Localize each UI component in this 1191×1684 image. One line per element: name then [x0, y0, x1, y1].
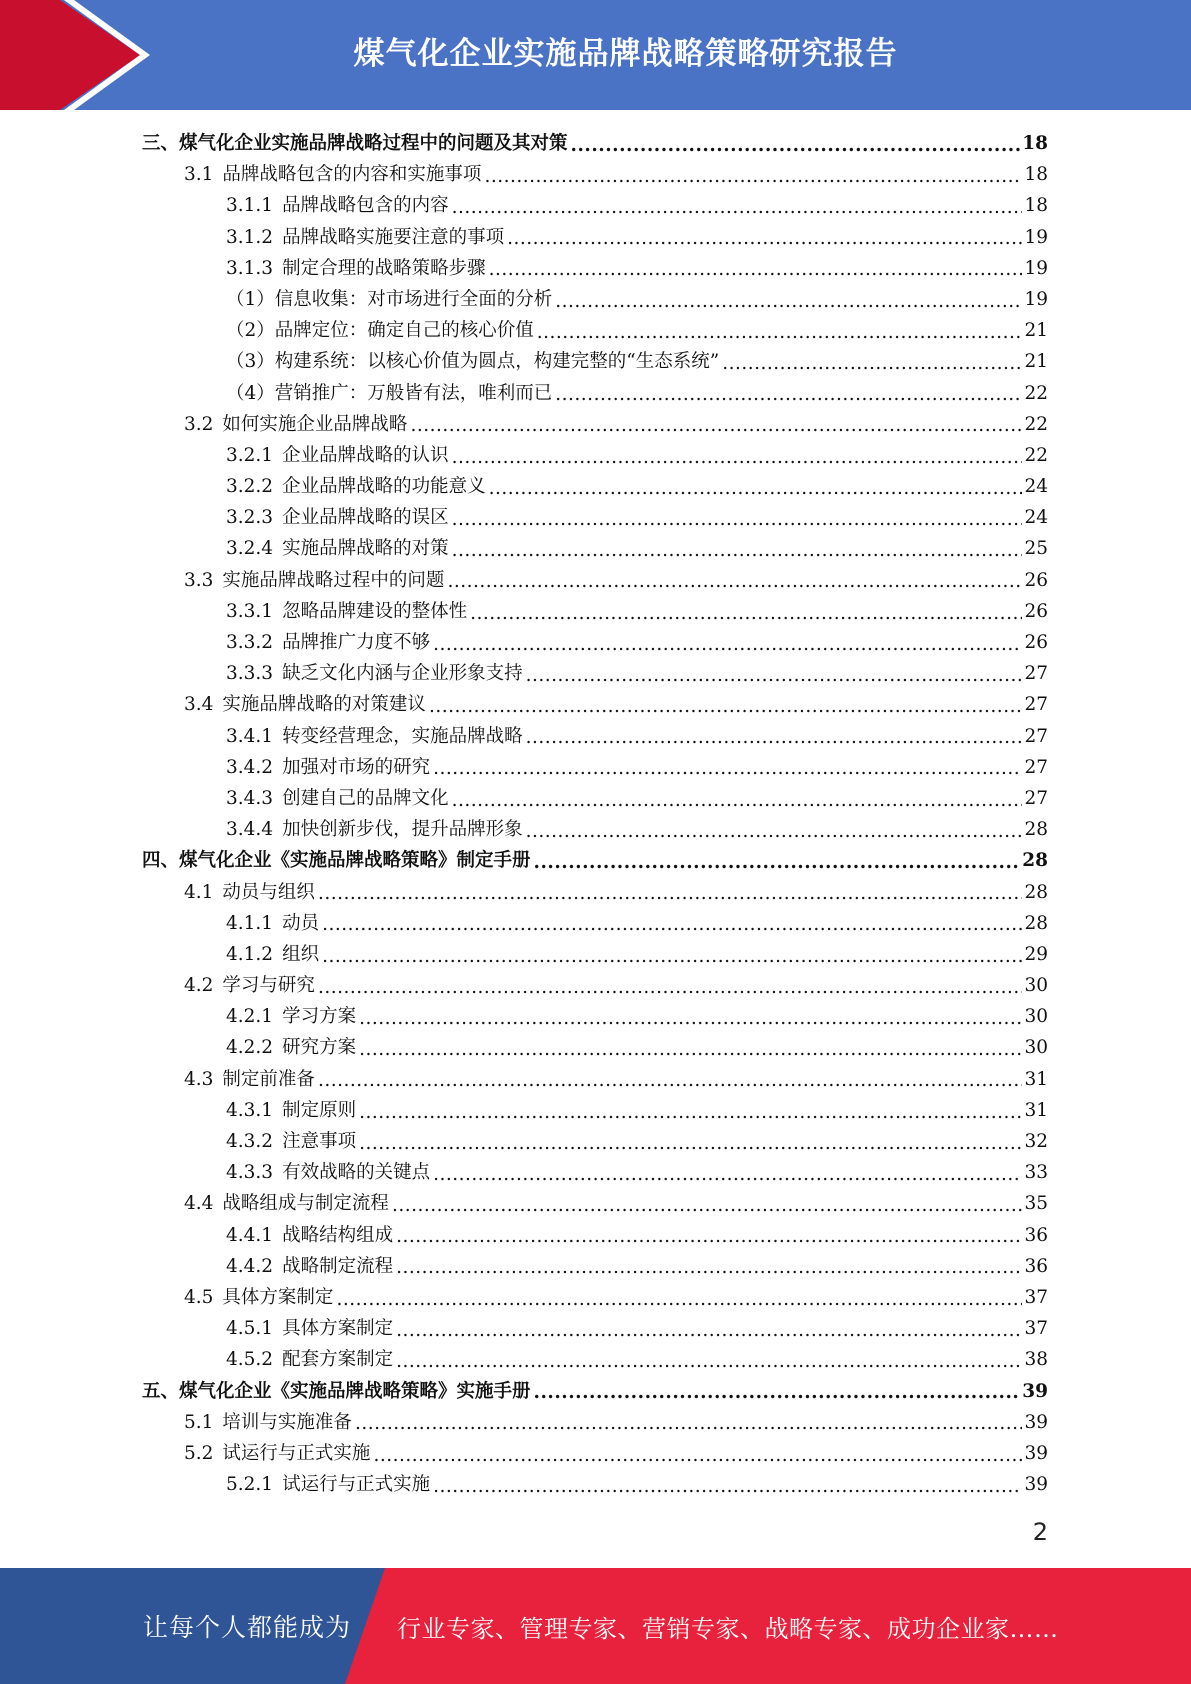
table-of-contents — [142, 128, 1048, 1500]
toc-entry-number: 4.4.1 — [226, 1224, 274, 1246]
toc-entry[interactable] — [142, 970, 1048, 1001]
toc-entry-number: 3.3.3 — [226, 663, 274, 685]
toc-entry-page: 27 — [1024, 756, 1048, 778]
toc-dot-leader — [571, 128, 1021, 159]
toc-entry[interactable] — [142, 1313, 1048, 1344]
toc-entry[interactable] — [142, 1251, 1048, 1282]
toc-entry-title: 试运行与正式实施 — [282, 1474, 431, 1496]
toc-dot-leader — [452, 783, 1023, 814]
toc-entry-title: 战略结构组成 — [282, 1224, 394, 1246]
document-title: 煤气化企业实施品牌战略策略研究报告 — [353, 35, 898, 72]
toc-dot-leader — [396, 1344, 1022, 1375]
toc-entry[interactable] — [142, 1407, 1048, 1438]
toc-dot-leader — [452, 533, 1023, 564]
toc-entry-page: 21 — [1024, 320, 1048, 342]
toc-entry-number: 3.1 — [184, 164, 214, 186]
toc-entry-page: 28 — [1024, 819, 1048, 841]
toc-dot-leader — [537, 315, 1023, 346]
toc-entry-number: 3.1.2 — [226, 226, 274, 248]
toc-entry-page: 32 — [1024, 1131, 1048, 1152]
toc-dot-leader — [489, 471, 1023, 502]
toc-entry-number: 4.5.1 — [226, 1318, 274, 1340]
toc-entry[interactable] — [142, 939, 1048, 970]
toc-entry[interactable] — [142, 908, 1048, 939]
toc-entry[interactable] — [142, 315, 1048, 346]
toc-entry-page: 38 — [1024, 1349, 1048, 1371]
toc-entry-title: 学习方案 — [282, 1006, 357, 1028]
toc-entry-number: 5.2.1 — [226, 1474, 274, 1496]
toc-entry-page: 33 — [1024, 1162, 1048, 1184]
toc-entry-number: 3.3 — [184, 569, 214, 591]
toc-entry-page: 21 — [1024, 351, 1048, 373]
toc-entry[interactable] — [142, 721, 1048, 752]
toc-entry[interactable] — [142, 1282, 1048, 1313]
toc-entry-title: 品牌战略包含的内容和实施事项 — [222, 164, 482, 186]
toc-entry-page: 30 — [1024, 975, 1048, 997]
toc-entry-number: 5.2 — [184, 1442, 214, 1464]
toc-entry-page: 26 — [1024, 600, 1048, 622]
toc-entry-title: 三、煤气化企业实施品牌战略过程中的问题及其对策 — [142, 133, 568, 154]
toc-entry-number: 4.2.1 — [226, 1006, 274, 1028]
toc-entry-title: 动员与组织 — [222, 881, 315, 903]
toc-entry-number: 3.4.2 — [226, 756, 274, 778]
toc-dot-leader — [392, 1188, 1023, 1219]
toc-entry-number: 4.5.2 — [226, 1349, 274, 1371]
toc-entry-page: 28 — [1024, 912, 1048, 934]
toc-entry-number: 3.2.3 — [226, 507, 274, 529]
toc-dot-leader — [722, 346, 1022, 377]
toc-entry[interactable] — [142, 1095, 1048, 1126]
toc-dot-leader — [396, 1313, 1022, 1344]
toc-dot-leader — [433, 752, 1022, 783]
toc-entry-number: 4.5 — [184, 1286, 214, 1308]
toc-dot-leader — [373, 1438, 1022, 1469]
toc-entry-number: 3.2.1 — [226, 444, 274, 466]
toc-entry[interactable] — [142, 533, 1048, 564]
toc-entry[interactable] — [142, 471, 1048, 502]
toc-entry-page: 27 — [1024, 663, 1048, 685]
toc-entry-page: 18 — [1024, 164, 1048, 186]
toc-entry-title: 实施品牌战略的对策建议 — [222, 694, 426, 716]
toc-dot-leader — [322, 908, 1022, 939]
toc-entry-title: 企业品牌战略的功能意义 — [282, 476, 486, 498]
toc-entry-page: 37 — [1024, 1286, 1048, 1308]
toc-dot-leader — [484, 159, 1022, 190]
toc-dot-leader — [433, 1157, 1022, 1188]
toc-entry-page: 39 — [1022, 1380, 1048, 1402]
header-arrow-decoration — [0, 0, 160, 110]
toc-entry-title: （3）构建系统：以核心价值为圆点，构建完整的“生态系统” — [226, 351, 720, 373]
toc-entry[interactable] — [142, 378, 1048, 409]
toc-entry[interactable] — [142, 1220, 1048, 1251]
toc-entry[interactable] — [142, 1001, 1048, 1032]
toc-entry-number: 4.2.2 — [226, 1037, 274, 1059]
toc-entry-page: 31 — [1024, 1099, 1048, 1121]
toc-entry-page: 27 — [1024, 725, 1048, 747]
toc-entry-number: 3.4.3 — [226, 787, 274, 809]
toc-entry-title: 品牌推广力度不够 — [282, 632, 431, 653]
toc-entry-number: 4.3 — [184, 1068, 214, 1090]
toc-dot-leader — [322, 939, 1022, 970]
toc-entry-title: 四、煤气化企业《实施品牌战略策略》制定手册 — [142, 850, 531, 872]
toc-entry[interactable] — [142, 128, 1048, 159]
toc-dot-leader — [433, 1469, 1022, 1500]
toc-entry-title: （4）营销推广：万般皆有法，唯利而已 — [226, 382, 553, 404]
toc-entry-title: 组织 — [282, 943, 320, 965]
toc-dot-leader — [359, 1095, 1022, 1126]
toc-entry-title: 动员 — [282, 912, 320, 934]
toc-entry-page: 25 — [1024, 538, 1048, 560]
toc-entry-title: 如何实施企业品牌战略 — [222, 413, 408, 435]
toc-entry-title: 有效战略的关键点 — [282, 1162, 431, 1184]
toc-entry[interactable] — [142, 190, 1048, 221]
toc-entry-number: 3.4 — [184, 694, 214, 716]
toc-entry[interactable] — [142, 814, 1048, 845]
toc-entry-title: 创建自己的品牌文化 — [282, 787, 449, 809]
toc-entry[interactable] — [142, 689, 1048, 720]
toc-dot-leader — [526, 721, 1023, 752]
page-footer — [0, 1568, 1191, 1684]
toc-entry-page: 39 — [1024, 1442, 1048, 1464]
toc-entry[interactable] — [142, 752, 1048, 783]
toc-entry-title: 实施品牌战略的对策 — [282, 538, 449, 560]
toc-entry-page: 28 — [1022, 850, 1048, 872]
toc-entry-number: 4.1 — [184, 881, 214, 903]
toc-entry-page: 18 — [1022, 133, 1048, 154]
toc-entry-page: 26 — [1024, 632, 1048, 653]
toc-entry-title: 配套方案制定 — [282, 1349, 394, 1371]
toc-entry-number: 3.2.2 — [226, 476, 274, 498]
toc-entry[interactable] — [142, 1344, 1048, 1375]
toc-entry[interactable] — [142, 845, 1048, 876]
toc-entry-title: 培训与实施准备 — [222, 1411, 352, 1433]
toc-entry-page: 30 — [1024, 1037, 1048, 1059]
toc-dot-leader — [534, 845, 1021, 876]
toc-entry-page: 22 — [1024, 382, 1048, 404]
footer-slogan-right: 行业专家、管理专家、营销专家、战略专家、成功企业家…… — [397, 1614, 1059, 1643]
toc-entry-page: 28 — [1024, 881, 1048, 903]
toc-entry-title: 试运行与正式实施 — [222, 1442, 371, 1464]
toc-entry-title: 具体方案制定 — [282, 1318, 394, 1340]
toc-entry-number: 3.3.2 — [226, 632, 274, 653]
toc-entry[interactable] — [142, 253, 1048, 284]
toc-entry-number: 3.1.1 — [226, 195, 274, 217]
toc-dot-leader — [470, 596, 1022, 627]
toc-entry-page: 22 — [1024, 413, 1048, 435]
toc-entry-page: 27 — [1024, 694, 1048, 716]
toc-entry-title: 品牌战略实施要注意的事项 — [282, 226, 505, 248]
toc-entry-page: 24 — [1024, 507, 1048, 529]
toc-entry-number: 4.2 — [184, 975, 214, 997]
toc-dot-leader — [433, 627, 1022, 658]
toc-entry-title: 战略组成与制定流程 — [222, 1193, 389, 1215]
toc-entry[interactable] — [142, 1064, 1048, 1095]
toc-dot-leader — [396, 1251, 1022, 1282]
toc-entry-page: 18 — [1024, 195, 1048, 217]
toc-entry-page: 36 — [1024, 1224, 1048, 1246]
toc-entry[interactable] — [142, 596, 1048, 627]
toc-entry[interactable] — [142, 222, 1048, 253]
toc-entry-page: 19 — [1024, 288, 1048, 310]
toc-entry-title: 缺乏文化内涵与企业形象支持 — [282, 663, 523, 685]
toc-entry-page: 39 — [1024, 1411, 1048, 1433]
toc-entry-number: 3.3.1 — [226, 600, 274, 622]
toc-entry-title: 制定合理的战略策略步骤 — [282, 257, 486, 279]
toc-entry-title: 转变经营理念，实施品牌战略 — [282, 725, 523, 747]
toc-entry-title: 忽略品牌建设的整体性 — [282, 600, 468, 622]
toc-entry-title: 制定前准备 — [222, 1068, 315, 1090]
toc-dot-leader — [452, 190, 1023, 221]
toc-entry-title: 品牌战略包含的内容 — [282, 195, 449, 217]
toc-dot-leader — [452, 440, 1023, 471]
toc-entry-number: 3.2 — [184, 413, 214, 435]
toc-entry[interactable] — [142, 502, 1048, 533]
toc-entry[interactable] — [142, 346, 1048, 377]
toc-dot-leader — [447, 565, 1022, 596]
toc-entry-page: 29 — [1024, 943, 1048, 965]
toc-entry[interactable] — [142, 1376, 1048, 1407]
toc-dot-leader — [555, 284, 1022, 315]
toc-entry-number: 5.1 — [184, 1411, 214, 1433]
toc-dot-leader — [489, 253, 1023, 284]
toc-entry-title: 研究方案 — [282, 1037, 357, 1059]
toc-dot-leader — [410, 409, 1022, 440]
toc-entry[interactable] — [142, 409, 1048, 440]
toc-dot-leader — [396, 1220, 1022, 1251]
toc-entry-number: 3.4.4 — [226, 819, 274, 841]
toc-entry[interactable] — [142, 1126, 1048, 1157]
toc-entry-number: 4.1.1 — [226, 912, 274, 934]
toc-dot-leader — [359, 1126, 1022, 1157]
toc-entry-page: 19 — [1024, 257, 1048, 279]
page-header — [0, 0, 1191, 110]
toc-entry-number: 4.4.2 — [226, 1255, 274, 1277]
toc-entry-page: 31 — [1024, 1068, 1048, 1090]
toc-entry-number: 3.1.3 — [226, 257, 274, 279]
toc-entry[interactable] — [142, 1188, 1048, 1219]
toc-entry[interactable] — [142, 877, 1048, 908]
toc-entry-page: 26 — [1024, 569, 1048, 591]
toc-dot-leader — [555, 378, 1022, 409]
toc-dot-leader — [534, 1376, 1021, 1407]
toc-entry-page: 37 — [1024, 1318, 1048, 1340]
toc-entry[interactable] — [142, 1032, 1048, 1063]
toc-entry[interactable] — [142, 658, 1048, 689]
toc-dot-leader — [336, 1282, 1022, 1313]
toc-entry-number: 3.2.4 — [226, 538, 274, 560]
toc-entry-page: 30 — [1024, 1006, 1048, 1028]
toc-dot-leader — [318, 877, 1023, 908]
toc-entry[interactable] — [142, 1157, 1048, 1188]
toc-entry[interactable] — [142, 1438, 1048, 1469]
toc-entry-title: （1）信息收集：对市场进行全面的分析 — [226, 288, 553, 310]
toc-entry-page: 39 — [1024, 1474, 1048, 1496]
toc-entry-title: 实施品牌战略过程中的问题 — [222, 569, 445, 591]
toc-entry-title: 学习与研究 — [222, 975, 315, 997]
toc-entry[interactable] — [142, 284, 1048, 315]
toc-entry-title: 制定原则 — [282, 1099, 357, 1121]
toc-entry[interactable] — [142, 440, 1048, 471]
toc-entry-number: 3.4.1 — [226, 725, 274, 747]
toc-dot-leader — [359, 1001, 1022, 1032]
toc-dot-leader — [318, 970, 1023, 1001]
toc-dot-leader — [318, 1064, 1023, 1095]
toc-entry-page: 27 — [1024, 787, 1048, 809]
toc-entry-title: 企业品牌战略的认识 — [282, 444, 449, 466]
toc-dot-leader — [359, 1032, 1022, 1063]
toc-entry[interactable] — [142, 1469, 1048, 1500]
toc-entry[interactable] — [142, 565, 1048, 596]
toc-entry-title: 战略制定流程 — [282, 1255, 394, 1277]
toc-entry-page: 35 — [1024, 1193, 1048, 1215]
toc-dot-leader — [507, 222, 1022, 253]
toc-entry-title: （2）品牌定位：确定自己的核心价值 — [226, 320, 534, 342]
toc-entry[interactable] — [142, 627, 1048, 658]
toc-entry-page: 24 — [1024, 476, 1048, 498]
toc-dot-leader — [526, 658, 1023, 689]
toc-entry-page: 19 — [1024, 226, 1048, 248]
toc-entry-title: 加快创新步伐，提升品牌形象 — [282, 819, 523, 841]
toc-dot-leader — [452, 502, 1023, 533]
toc-entry-page: 36 — [1024, 1255, 1048, 1277]
toc-entry-title: 企业品牌战略的误区 — [282, 507, 449, 529]
toc-entry-number: 4.3.1 — [226, 1099, 274, 1121]
toc-entry-number: 4.3.2 — [226, 1131, 274, 1152]
toc-entry-number: 4.3.3 — [226, 1162, 274, 1184]
toc-entry-number: 4.4 — [184, 1193, 214, 1215]
toc-entry[interactable] — [142, 783, 1048, 814]
toc-entry-title: 五、煤气化企业《实施品牌战略策略》实施手册 — [142, 1380, 531, 1402]
toc-entry-title: 注意事项 — [282, 1131, 357, 1152]
toc-entry-number: 4.1.2 — [226, 943, 274, 965]
toc-entry-page: 22 — [1024, 444, 1048, 466]
toc-entry[interactable] — [142, 159, 1048, 190]
toc-dot-leader — [526, 814, 1023, 845]
toc-entry-title: 具体方案制定 — [222, 1286, 334, 1308]
toc-entry-title: 加强对市场的研究 — [282, 756, 431, 778]
page-number: 2 — [1032, 1518, 1048, 1546]
footer-slogan-left: 让每个人都能成为 — [143, 1613, 352, 1642]
toc-dot-leader — [355, 1407, 1023, 1438]
toc-dot-leader — [429, 689, 1023, 720]
